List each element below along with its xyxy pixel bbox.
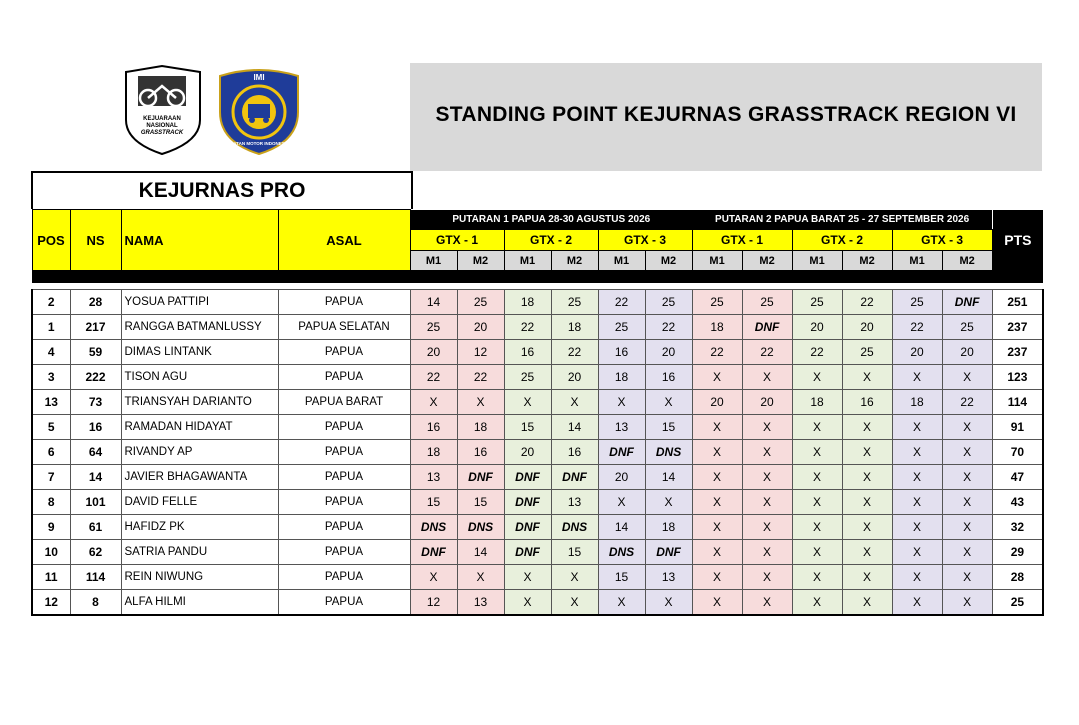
name-cell: YOSUA PATTIPI <box>121 290 278 315</box>
score-cell: 18 <box>645 515 692 540</box>
score-cell: X <box>942 515 992 540</box>
r2-gtx2: GTX - 2 <box>792 230 892 251</box>
score-cell: 22 <box>842 290 892 315</box>
score-cell: 14 <box>551 415 598 440</box>
score-cell: 25 <box>942 315 992 340</box>
ns-cell: 73 <box>70 390 121 415</box>
r1-gtx3: GTX - 3 <box>598 230 692 251</box>
header-separator <box>32 271 1043 284</box>
score-cell: X <box>792 415 842 440</box>
imi-ring-text: IKATAN MOTOR INDONESIA <box>228 141 290 146</box>
pos-cell: 4 <box>32 340 70 365</box>
score-cell: 20 <box>792 315 842 340</box>
asal-cell: PAPUA <box>278 340 410 365</box>
score-cell: 25 <box>410 315 457 340</box>
moto-label: M1 <box>892 251 942 271</box>
score-cell: X <box>792 440 842 465</box>
score-cell: DNF <box>504 490 551 515</box>
score-cell: 20 <box>598 465 645 490</box>
score-cell: X <box>942 540 992 565</box>
pts-cell: 251 <box>992 290 1043 315</box>
score-cell: X <box>892 490 942 515</box>
pts-cell: 25 <box>992 590 1043 616</box>
score-cell: X <box>742 590 792 616</box>
score-cell: X <box>742 540 792 565</box>
score-cell: DNF <box>645 540 692 565</box>
score-cell: 25 <box>892 290 942 315</box>
score-cell: X <box>457 390 504 415</box>
score-cell: 22 <box>551 340 598 365</box>
score-cell: 18 <box>892 390 942 415</box>
moto-label: M2 <box>942 251 992 271</box>
score-cell: 13 <box>457 590 504 616</box>
score-cell: X <box>551 565 598 590</box>
asal-cell: PAPUA <box>278 590 410 616</box>
score-cell: DNS <box>551 515 598 540</box>
pos-cell: 10 <box>32 540 70 565</box>
score-cell: X <box>742 365 792 390</box>
name-cell: HAFIDZ PK <box>121 515 278 540</box>
imi-logo-text: IMI <box>253 73 265 82</box>
score-cell: X <box>792 365 842 390</box>
name-cell: REIN NIWUNG <box>121 565 278 590</box>
score-cell: X <box>742 440 792 465</box>
score-cell: 25 <box>645 290 692 315</box>
score-cell: DNF <box>742 315 792 340</box>
name-cell: DAVID FELLE <box>121 490 278 515</box>
score-cell: X <box>842 515 892 540</box>
score-cell: X <box>892 440 942 465</box>
score-cell: X <box>598 590 645 616</box>
score-cell: 25 <box>792 290 842 315</box>
score-cell: 14 <box>410 290 457 315</box>
table-row <box>32 390 1043 415</box>
pts-cell: 29 <box>992 540 1043 565</box>
r1-gtx2: GTX - 2 <box>504 230 598 251</box>
pts-cell: 70 <box>992 440 1043 465</box>
score-cell: X <box>792 515 842 540</box>
pos-cell: 7 <box>32 465 70 490</box>
score-cell: DNF <box>504 540 551 565</box>
score-cell: 15 <box>410 490 457 515</box>
score-cell: DNS <box>645 440 692 465</box>
score-cell: DNF <box>504 515 551 540</box>
score-cell: X <box>892 540 942 565</box>
score-cell: 20 <box>551 365 598 390</box>
moto-label: M2 <box>645 251 692 271</box>
score-cell: X <box>410 565 457 590</box>
score-cell: X <box>942 365 992 390</box>
pos-cell: 3 <box>32 365 70 390</box>
score-cell: X <box>892 590 942 616</box>
score-cell: 12 <box>410 590 457 616</box>
score-cell: X <box>692 365 742 390</box>
score-cell: X <box>842 415 892 440</box>
score-cell: DNF <box>551 465 598 490</box>
score-cell: 13 <box>598 415 645 440</box>
score-cell: DNS <box>410 515 457 540</box>
score-cell: 20 <box>645 340 692 365</box>
moto-label: M2 <box>457 251 504 271</box>
score-cell: 22 <box>792 340 842 365</box>
score-cell: X <box>892 515 942 540</box>
pos-cell: 13 <box>32 390 70 415</box>
ns-cell: 59 <box>70 340 121 365</box>
standings-body <box>32 290 1043 616</box>
moto-label: M1 <box>692 251 742 271</box>
score-cell: X <box>842 365 892 390</box>
score-cell: X <box>742 490 792 515</box>
score-cell: 22 <box>942 390 992 415</box>
pts-cell: 237 <box>992 315 1043 340</box>
score-cell: DNS <box>598 540 645 565</box>
score-cell: X <box>551 390 598 415</box>
score-cell: X <box>792 490 842 515</box>
score-cell: 14 <box>645 465 692 490</box>
score-cell: DNF <box>457 465 504 490</box>
score-cell: 14 <box>457 540 504 565</box>
name-cell: RAMADAN HIDAYAT <box>121 415 278 440</box>
round-1-label: PUTARAN 1 PAPUA 28-30 AGUSTUS 2026 <box>410 210 692 230</box>
score-cell: 22 <box>457 365 504 390</box>
table-row <box>32 340 1043 365</box>
asal-cell: PAPUA SELATAN <box>278 315 410 340</box>
page-title: STANDING POINT KEJURNAS GRASSTRACK REGION VI <box>435 103 1017 126</box>
score-cell: 22 <box>892 315 942 340</box>
score-cell: X <box>942 465 992 490</box>
score-cell: 15 <box>551 540 598 565</box>
score-cell: X <box>942 565 992 590</box>
ns-cell: 101 <box>70 490 121 515</box>
score-cell: X <box>598 490 645 515</box>
score-cell: 20 <box>892 340 942 365</box>
col-pts: PTS <box>992 210 1043 271</box>
logo-text-3: GRASSTRACK <box>140 130 184 136</box>
score-cell: 13 <box>410 465 457 490</box>
score-cell: X <box>504 390 551 415</box>
score-cell: X <box>692 440 742 465</box>
score-cell: X <box>792 540 842 565</box>
ns-cell: 62 <box>70 540 121 565</box>
table-row <box>32 440 1043 465</box>
table-row <box>32 415 1043 440</box>
score-cell: 25 <box>842 340 892 365</box>
table-row <box>32 590 1043 616</box>
score-cell: 22 <box>742 340 792 365</box>
table-row <box>32 515 1043 540</box>
score-cell: X <box>742 465 792 490</box>
score-cell: X <box>504 590 551 616</box>
pos-cell: 9 <box>32 515 70 540</box>
score-cell: X <box>942 590 992 616</box>
table-row <box>32 465 1043 490</box>
score-cell: X <box>842 540 892 565</box>
pts-cell: 237 <box>992 340 1043 365</box>
score-cell: 25 <box>598 315 645 340</box>
asal-cell: PAPUA BARAT <box>278 390 410 415</box>
score-cell: X <box>942 415 992 440</box>
round-2-label: PUTARAN 2 PAPUA BARAT 25 - 27 SEPTEMBER 2026 <box>692 210 992 230</box>
score-cell: X <box>692 490 742 515</box>
table-row <box>32 315 1043 340</box>
score-cell: X <box>410 390 457 415</box>
score-cell: X <box>551 590 598 616</box>
asal-cell: PAPUA <box>278 540 410 565</box>
score-cell: X <box>645 390 692 415</box>
score-cell: DNF <box>598 440 645 465</box>
pos-cell: 1 <box>32 315 70 340</box>
r2-gtx3: GTX - 3 <box>892 230 992 251</box>
table-row <box>32 540 1043 565</box>
pos-cell: 12 <box>32 590 70 616</box>
score-cell: X <box>692 465 742 490</box>
table-row <box>32 290 1043 315</box>
ns-cell: 61 <box>70 515 121 540</box>
score-cell: 15 <box>645 415 692 440</box>
kejurnas-grasstrack-logo <box>126 66 200 154</box>
score-cell: 14 <box>598 515 645 540</box>
ns-cell: 16 <box>70 415 121 440</box>
moto-label: M1 <box>792 251 842 271</box>
pos-cell: 5 <box>32 415 70 440</box>
score-cell: DNF <box>942 290 992 315</box>
moto-label: M1 <box>410 251 457 271</box>
score-cell: 16 <box>457 440 504 465</box>
score-cell: 20 <box>842 315 892 340</box>
pts-cell: 114 <box>992 390 1043 415</box>
score-cell: 25 <box>692 290 742 315</box>
score-cell: 13 <box>551 490 598 515</box>
score-cell: X <box>645 490 692 515</box>
col-ns: NS <box>70 210 121 271</box>
score-cell: X <box>645 590 692 616</box>
logos <box>118 62 308 158</box>
score-cell: X <box>742 515 792 540</box>
ns-cell: 64 <box>70 440 121 465</box>
score-cell: X <box>842 490 892 515</box>
score-cell: 22 <box>645 315 692 340</box>
table-row <box>32 365 1043 390</box>
score-cell: 18 <box>410 440 457 465</box>
col-nama: NAMA <box>121 210 278 271</box>
score-cell: 13 <box>645 565 692 590</box>
moto-label: M1 <box>598 251 645 271</box>
asal-cell: PAPUA <box>278 515 410 540</box>
score-cell: X <box>692 540 742 565</box>
name-cell: TRIANSYAH DARIANTO <box>121 390 278 415</box>
score-cell: 22 <box>598 290 645 315</box>
score-cell: 20 <box>457 315 504 340</box>
table-row <box>32 565 1043 590</box>
score-cell: 20 <box>692 390 742 415</box>
score-cell: 22 <box>410 365 457 390</box>
ns-cell: 217 <box>70 315 121 340</box>
score-cell: 25 <box>504 365 551 390</box>
score-cell: X <box>842 465 892 490</box>
score-cell: X <box>892 415 942 440</box>
score-cell: 22 <box>504 315 551 340</box>
score-cell: 18 <box>551 315 598 340</box>
score-cell: 16 <box>645 365 692 390</box>
score-cell: X <box>504 565 551 590</box>
asal-cell: PAPUA <box>278 365 410 390</box>
col-asal: ASAL <box>278 210 410 271</box>
name-cell: RIVANDY AP <box>121 440 278 465</box>
score-cell: X <box>792 590 842 616</box>
score-cell: X <box>892 565 942 590</box>
score-cell: 16 <box>551 440 598 465</box>
score-cell: 22 <box>692 340 742 365</box>
ns-cell: 14 <box>70 465 121 490</box>
pos-cell: 2 <box>32 290 70 315</box>
pts-cell: 28 <box>992 565 1043 590</box>
score-cell: 25 <box>457 290 504 315</box>
score-cell: 20 <box>942 340 992 365</box>
moto-label: M2 <box>742 251 792 271</box>
name-cell: DIMAS LINTANK <box>121 340 278 365</box>
name-cell: TISON AGU <box>121 365 278 390</box>
asal-cell: PAPUA <box>278 440 410 465</box>
score-cell: X <box>792 465 842 490</box>
r1-gtx1: GTX - 1 <box>410 230 504 251</box>
pts-cell: 43 <box>992 490 1043 515</box>
score-cell: 15 <box>598 565 645 590</box>
score-cell: DNF <box>410 540 457 565</box>
col-pos: POS <box>32 210 70 271</box>
name-cell: RANGGA BATMANLUSSY <box>121 315 278 340</box>
asal-cell: PAPUA <box>278 565 410 590</box>
pos-cell: 11 <box>32 565 70 590</box>
asal-cell: PAPUA <box>278 415 410 440</box>
pts-cell: 32 <box>992 515 1043 540</box>
ns-cell: 222 <box>70 365 121 390</box>
logo-text-2: NASIONAL <box>146 123 178 129</box>
score-cell: 15 <box>457 490 504 515</box>
score-cell: X <box>942 490 992 515</box>
name-cell: ALFA HILMI <box>121 590 278 616</box>
score-cell: X <box>892 365 942 390</box>
ns-cell: 8 <box>70 590 121 616</box>
moto-label: M2 <box>551 251 598 271</box>
score-cell: X <box>742 565 792 590</box>
table-row <box>32 490 1043 515</box>
score-cell: X <box>692 515 742 540</box>
standings-table <box>31 209 1044 616</box>
score-cell: X <box>842 565 892 590</box>
r2-gtx1: GTX - 1 <box>692 230 792 251</box>
score-cell: 18 <box>504 290 551 315</box>
score-cell: X <box>692 565 742 590</box>
score-cell: X <box>742 415 792 440</box>
asal-cell: PAPUA <box>278 290 410 315</box>
score-cell: 25 <box>742 290 792 315</box>
score-cell: 12 <box>457 340 504 365</box>
score-cell: 25 <box>551 290 598 315</box>
category-title: KEJURNAS PRO <box>31 171 413 209</box>
pos-cell: 6 <box>32 440 70 465</box>
score-cell: DNS <box>457 515 504 540</box>
score-cell: X <box>892 465 942 490</box>
pts-cell: 91 <box>992 415 1043 440</box>
score-cell: 15 <box>504 415 551 440</box>
score-cell: X <box>692 415 742 440</box>
pts-cell: 47 <box>992 465 1043 490</box>
score-cell: X <box>598 390 645 415</box>
name-cell: SATRIA PANDU <box>121 540 278 565</box>
ns-cell: 114 <box>70 565 121 590</box>
score-cell: 16 <box>504 340 551 365</box>
title-banner <box>410 63 1042 171</box>
ns-cell: 28 <box>70 290 121 315</box>
score-cell: DNF <box>504 465 551 490</box>
score-cell: 20 <box>504 440 551 465</box>
logo-text-1: KEJUARAAN <box>143 116 181 122</box>
score-cell: 20 <box>742 390 792 415</box>
score-cell: X <box>942 440 992 465</box>
score-cell: 18 <box>792 390 842 415</box>
asal-cell: PAPUA <box>278 465 410 490</box>
score-cell: 18 <box>598 365 645 390</box>
score-cell: X <box>842 440 892 465</box>
pts-cell: 123 <box>992 365 1043 390</box>
score-cell: 18 <box>457 415 504 440</box>
score-cell: X <box>692 590 742 616</box>
score-cell: 18 <box>692 315 742 340</box>
score-cell: 16 <box>410 415 457 440</box>
moto-label: M2 <box>842 251 892 271</box>
moto-label: M1 <box>504 251 551 271</box>
score-cell: X <box>457 565 504 590</box>
score-cell: X <box>792 565 842 590</box>
score-cell: X <box>842 590 892 616</box>
score-cell: 16 <box>842 390 892 415</box>
name-cell: JAVIER BHAGAWANTA <box>121 465 278 490</box>
pos-cell: 8 <box>32 490 70 515</box>
asal-cell: PAPUA <box>278 490 410 515</box>
imi-logo <box>220 70 298 154</box>
score-cell: 20 <box>410 340 457 365</box>
score-cell: 16 <box>598 340 645 365</box>
